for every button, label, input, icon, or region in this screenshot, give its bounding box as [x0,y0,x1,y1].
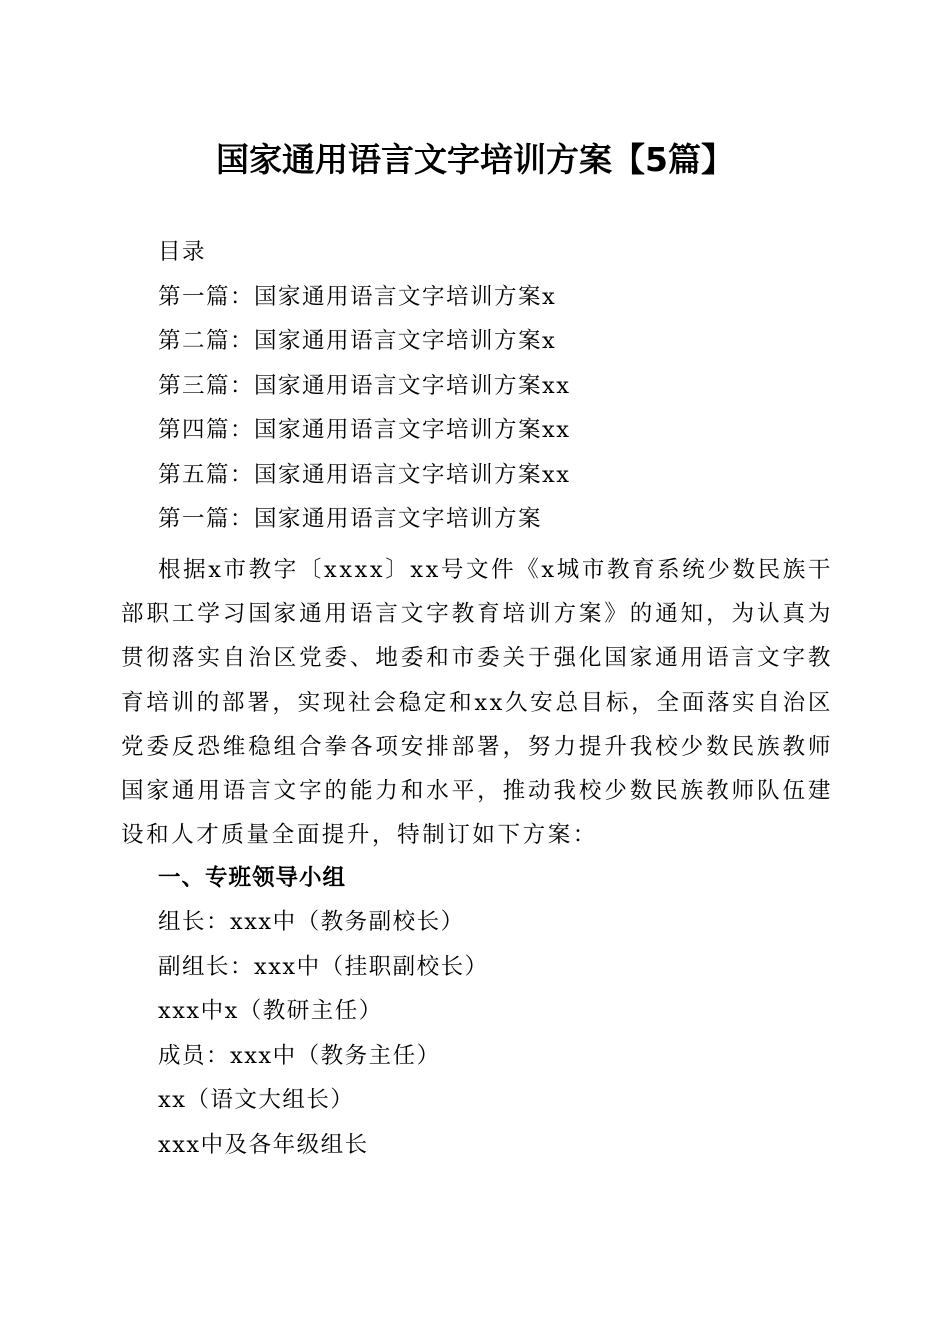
body-paragraph: 根据x市教字〔xxxx〕xx号文件《x城市教育系统少数民族干部职工学习国家通用语言文字教育培训方案》的通知，为认真为贯彻落实自治区党委、地委和市委关于强化国家通用语言文字教育培训的部署，实现社会稳定和xx久安总目标，全面落实自治区党委反恐维稳组合拳各项安排部署，努力提升我校少数民族教师国家通用语言文字的能力和水平，推动我校少数民族教师队伍建设和人才质量全面提升，特制订如下方案： [121,557,833,849]
group-line-deputy: 副组长：xxx中（挂职副校长） [158,954,489,980]
toc-item-3: 第三篇：国家通用语言文字培训方案xx [158,373,571,399]
section-title: 第一篇：国家通用语言文字培训方案 [158,506,543,532]
toc-item-1: 第一篇：国家通用语言文字培训方案x [158,284,557,310]
group-line-research: xxx中x（教研主任） [158,998,383,1024]
toc-item-5: 第五篇：国家通用语言文字培训方案xx [158,462,571,488]
toc-item-4: 第四篇：国家通用语言文字培训方案xx [158,417,571,443]
group-line-members: 成员：xxx中（教务主任） [158,1043,441,1069]
group-line-leader: 组长：xxx中（教务副校长） [158,909,465,935]
toc-label: 目录 [158,239,207,265]
group-line-chinese: xx（语文大组长） [158,1087,355,1113]
toc-item-2: 第二篇：国家通用语言文字培训方案x [158,328,557,354]
section-heading: 一、专班领导小组 [158,865,347,891]
group-line-grades: xxx中及各年级组长 [158,1132,369,1158]
document-title: 国家通用语言文字培训方案【5篇】 [216,140,734,179]
